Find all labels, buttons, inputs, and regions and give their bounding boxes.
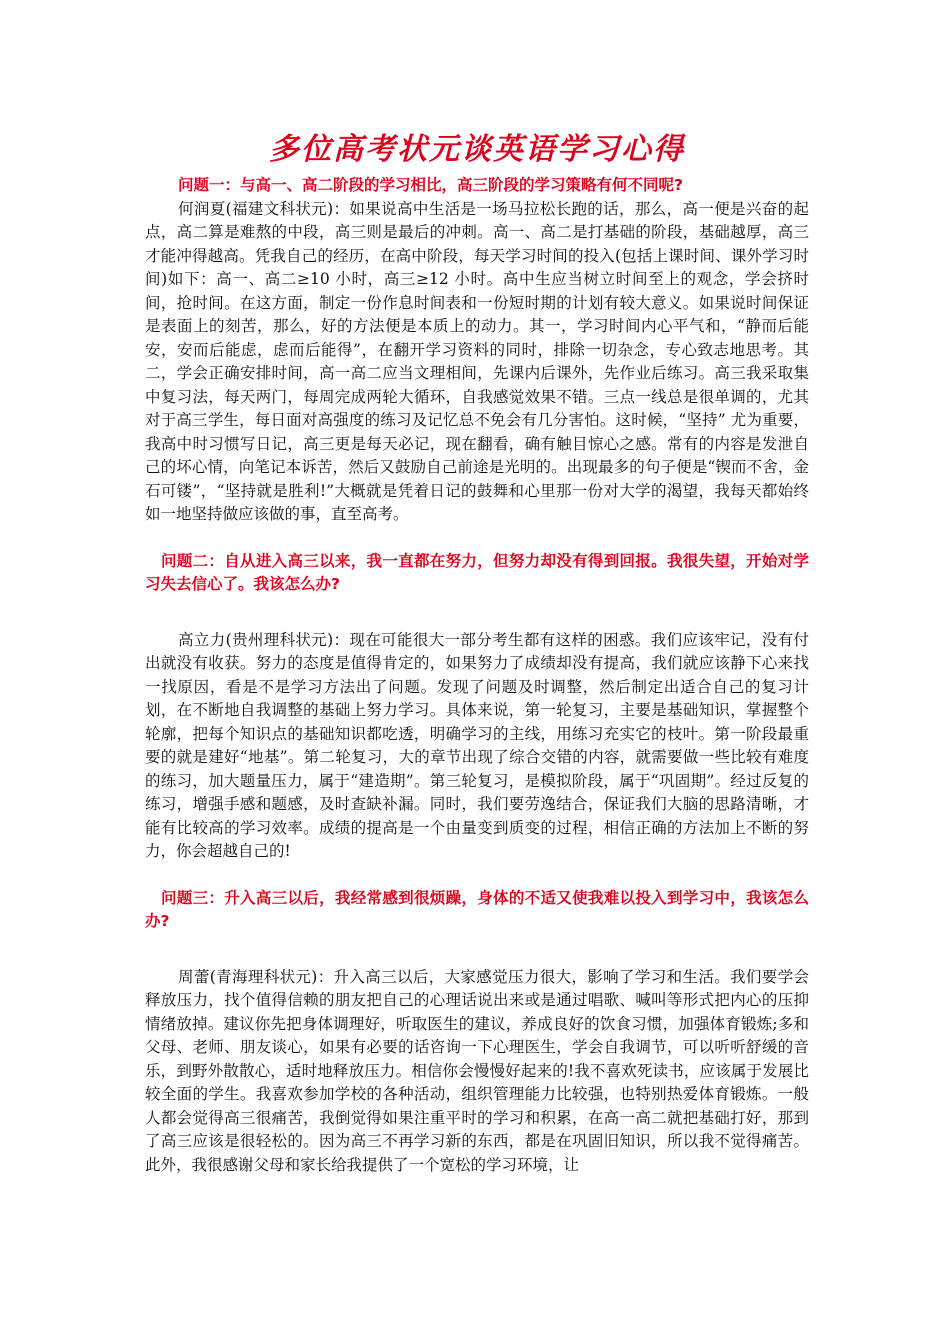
question-3: 问题三：升入高三以后，我经常感到很烦躁，身体的不适又使我难以投入到学习中，我该怎么办? xyxy=(145,888,809,930)
section-spacer xyxy=(145,934,809,966)
answer-3: 周蕾(青海理科状元)：升入高三以后，大家感觉压力很大，影响了学习和生活。我们要学会释放压力，找个值得信赖的朋友把自己的心理话说出来或是通过唱歌、喊叫等形式把内心的压抑情绪放掉。建议你先把身体调理好，听取医生的建议，养成良好的饮食习惯，加强体育锻炼;多和父母、老师、朋友谈心，如果有必要的话咨询一下心理医生，学会自我调节，可以听听舒缓的音乐，到野外散散心，适时地释放压力。相信你会慢慢好起来的!我不喜欢死读书，应该属于发展比较全面的学生。我喜欢参加学校的各种活动，组织管理能力比较强，也特别热爱体育锻炼。一般人都会觉得高三很痛苦，我倒觉得如果注重平时的学习和积累，在高一高二就把基础打好，那到了高三应该是很轻松的。因为高三不再学习新的东西，都是在巩固旧知识，所以我不觉得痛苦。此外，我很感谢父母和家长给我提供了一个宽松的学习环境，让 xyxy=(145,967,809,1174)
section-spacer xyxy=(145,864,809,887)
section-spacer xyxy=(145,597,809,629)
answer-1: 何润夏(福建文科状元)：如果说高中生活是一场马拉松长跑的话，那么，高一便是兴奋的起点，高二算是难熬的中段，高三则是最后的冲刺。高一、高二是打基础的阶段，基础越厚，高三才能冲得越高。凭我自己的经历，在高中阶段，每天学习时间的投入(包括上课时间、课外学习时间)如下：高一、高二≥10 小时，高三≥12 小时。高中生应当树立时间至上的观念，学会挤时间，抢时间。在这方面，制定一份作息时间表和一份短时期的计划有较大意义。如果说时间保证是表面上的刻苦，那么，好的方法便是本质上的动力。其一，学习时间内心平气和，“静而后能安，安而后能虑，虑而后能得”，在翻开学习资料的同时，排除一切杂念，专心致志地思考。其二，学会正确安排时间，高一高二应当文理相间，先课内后课外，先作业后练习。高三我采取集中复习法，每天两门，每周完成两轮大循环，自我感觉效果不错。三点一线总是很单调的，尤其对于高三学生，每日面对高强度的练习及记忆总不免会有几分害怕。这时候，“坚持” 尤为重要，我高中时习惯写日记，高三更是每天必记，现在翻看，确有触目惊心之感。常有的内容是发泄自己的坏心情，向笔记本诉苦，然后又鼓励自己前途是光明的。出现最多的句子便是“锲而不舍，金石可镂”，“坚持就是胜利!”大概就是凭着日记的鼓舞和心里那一份对大学的渴望，我每天都始终如一地坚持做应该做的事，直至高考。 xyxy=(145,199,809,523)
question-2: 问题二：自从进入高三以来，我一直都在努力，但努力却没有得到回报。我很失望，开始对学习失去信心了。我该怎么办? xyxy=(145,551,809,593)
document-page xyxy=(145,128,809,1177)
answer-2: 高立力(贵州理科状元)：现在可能很大一部分考生都有这样的困惑。我们应该牢记，没有付出就没有收获。努力的态度是值得肯定的，如果努力了成绩却没有提高，我们就应该静下心来找一找原因，看是不是学习方法出了问题。发现了问题及时调整，然后制定出适合自己的复习计划，在不断地自我调整的基础上努力学习。具体来说，第一轮复习，主要是基础知识，掌握整个轮廓，把每个知识点的基础知识都吃透，明确学习的主线，用练习充实它的枝叶。第一阶段最重要的就是建好“地基”。第二轮复习，大的章节出现了综合交错的内容，就需要做一些比较有难度的练习，加大题量压力，属于“建造期”。第三轮复习，是模拟阶段，属于“巩固期”。经过反复的练习，增强手感和题感，及时查缺补漏。同时，我们要劳逸结合，保证我们大脑的思路清晰，才能有比较高的学习效率。成绩的提高是一个由量变到质变的过程，相信正确的方法加上不断的努力，你会超越自己的! xyxy=(145,630,809,860)
question-1: 问题一：与高一、高二阶段的学习相比，高三阶段的学习策略有何不同呢? xyxy=(178,176,683,194)
document-title: 多位高考状元谈英语学习心得 xyxy=(269,132,685,167)
section-spacer xyxy=(145,527,809,550)
